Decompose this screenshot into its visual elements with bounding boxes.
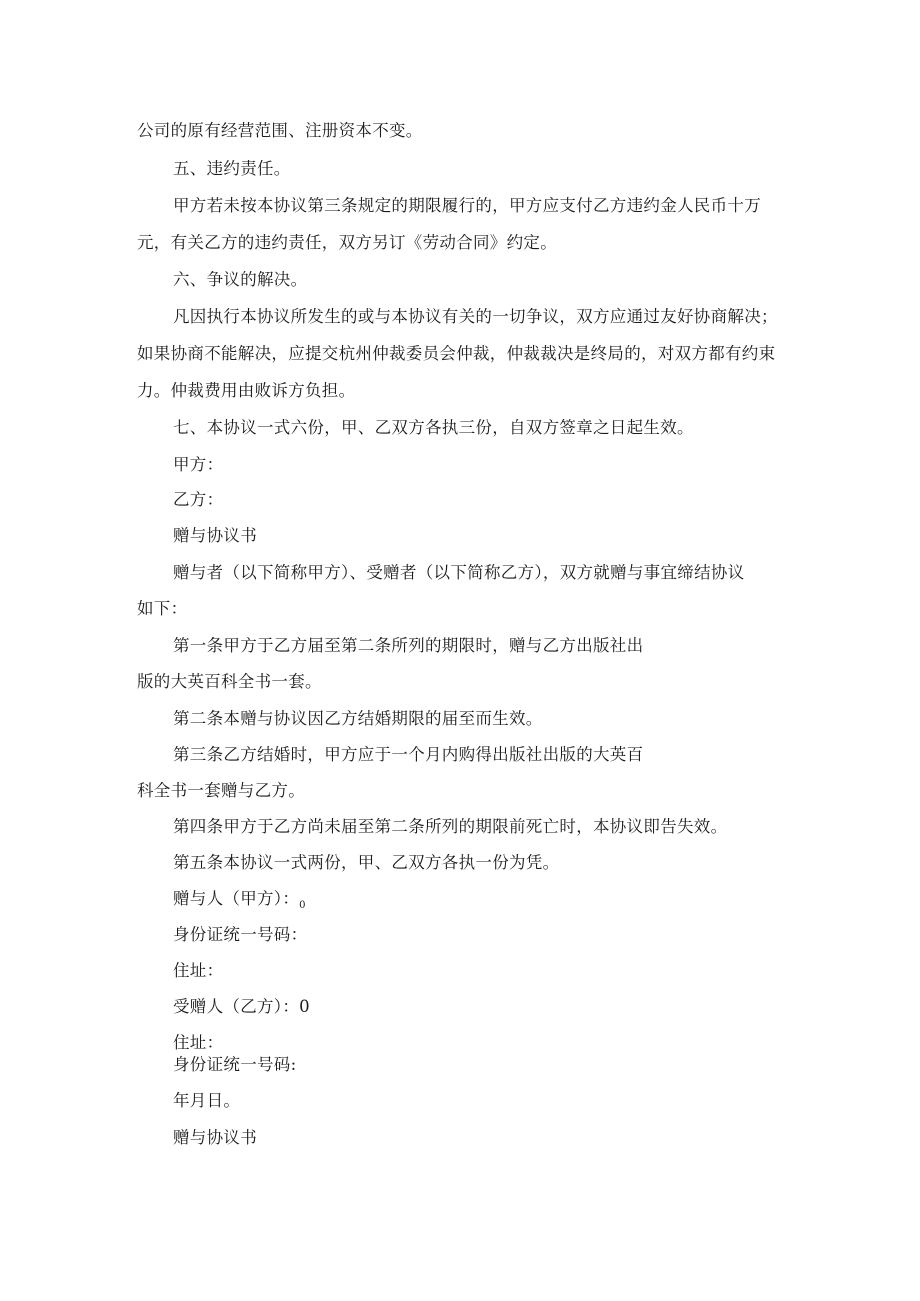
text-line: 甲方若未按本协议第三条规定的期限履行的，甲方应支付乙方违约金人民币十万 bbox=[173, 196, 761, 215]
section-heading-breach: 五、违约责任。 bbox=[173, 159, 291, 178]
document-title: 赠与协议书 bbox=[173, 526, 257, 545]
text-line: 如下： bbox=[137, 599, 188, 618]
article-line: 第四条甲方于乙方尚未届至第二条所列的期限前死亡时，本协议即告失效。 bbox=[173, 817, 728, 836]
donor-id-label: 身份证统一号码： bbox=[173, 925, 308, 944]
donor-suffix: 0 bbox=[299, 900, 306, 911]
donee-address-label: 住址： bbox=[173, 1033, 224, 1052]
donee-id-label: 身份证统一号码: bbox=[173, 1055, 297, 1074]
donor-address-label: 住址： bbox=[173, 961, 224, 980]
text-line: 力。仲裁费用由败诉方负担。 bbox=[137, 381, 356, 400]
text-line: 元，有关乙方的违约责任，双方另订《劳动合同》约定。 bbox=[137, 233, 557, 252]
text-line: 凡因执行本协议所发生的或与本协议有关的一切争议，双方应通过友好协商解决； bbox=[173, 307, 778, 326]
text-line: 七、本协议一式六份，甲、乙双方各执三份，自双方签章之日起生效。 bbox=[173, 418, 694, 437]
text-line: 如果协商不能解决，应提交杭州仲裁委员会仲裁，仲裁裁决是终局的，对双方都有约束 bbox=[137, 344, 776, 363]
section-heading-dispute: 六、争议的解决。 bbox=[173, 270, 308, 289]
party-b-label: 乙方： bbox=[173, 490, 224, 509]
article-line: 科全书一套赠与乙方。 bbox=[137, 781, 305, 800]
article-line: 第二条本赠与协议因乙方结婚期限的届至而生效。 bbox=[173, 709, 543, 728]
article-line: 第三条乙方结婚时，甲方应于一个月内购得出版社出版的大英百 bbox=[173, 745, 644, 764]
date-line: 年月日。 bbox=[173, 1091, 241, 1110]
article-line: 第五条本协议一式两份，甲、乙双方各执一份为凭。 bbox=[173, 853, 560, 872]
document-title-2: 赠与协议书 bbox=[173, 1128, 257, 1147]
party-a-label: 甲方： bbox=[173, 455, 224, 474]
donor-label bbox=[173, 889, 306, 912]
article-line: 第一条甲方于乙方届至第二条所列的期限时，赠与乙方出版社出 bbox=[173, 636, 644, 655]
article-line: 版的大英百科全书一套。 bbox=[137, 672, 322, 691]
donor-label-text: 赠与人（甲方）： bbox=[173, 889, 300, 908]
donee-label: 受赠人（乙方）：0 bbox=[173, 997, 310, 1016]
text-line: 公司的原有经营范围、注册资本不变。 bbox=[137, 121, 423, 140]
text-line: 赠与者（以下简称甲方）、受赠者（以下简称乙方），双方就赠与事宜缔结协议 bbox=[173, 563, 745, 582]
